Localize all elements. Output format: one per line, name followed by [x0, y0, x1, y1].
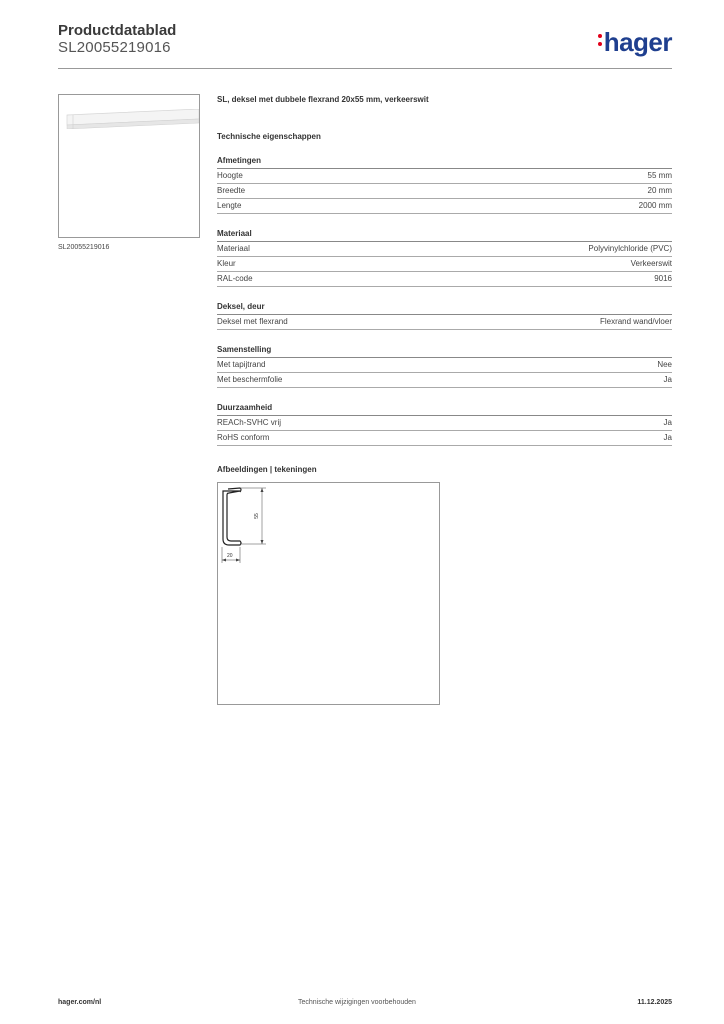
- spec-row: [217, 416, 672, 431]
- footer-disclaimer: Technische wijzigingen voorbehouden: [298, 999, 416, 1006]
- technical-drawing: [217, 482, 440, 705]
- header-divider: [58, 68, 672, 69]
- logo-text: hager: [603, 27, 672, 57]
- group-title: Afmetingen: [217, 156, 672, 169]
- spec-row: [217, 242, 672, 257]
- spec-value: 9016: [654, 274, 672, 283]
- footer-date: 11.12.2025: [637, 999, 672, 1006]
- group-cover: [217, 302, 672, 330]
- page-title: Productdatablad: [58, 22, 177, 39]
- product-image: [58, 94, 200, 238]
- spec-value: 55 mm: [647, 171, 672, 180]
- group-sustainability: [217, 403, 672, 446]
- spec-label: RoHS conform: [217, 433, 270, 442]
- product-title: SL, deksel met dubbele flexrand 20x55 mm, verkeerswit: [217, 95, 429, 104]
- group-title: Deksel, deur: [217, 302, 672, 315]
- profile-drawing: [218, 483, 439, 704]
- hager-logo: [598, 27, 672, 58]
- image-caption: SL20055219016: [58, 244, 110, 251]
- group-title: Duurzaamheid: [217, 403, 672, 416]
- spec-label: Hoogte: [217, 171, 243, 180]
- spec-row: [217, 184, 672, 199]
- cover-profile: [223, 491, 241, 545]
- spec-row: [217, 272, 672, 287]
- dim-arrow: [261, 540, 264, 544]
- spec-label: Lengte: [217, 201, 242, 210]
- footer-website: hager.com/nl: [58, 999, 102, 1006]
- spec-label: RAL-code: [217, 274, 253, 283]
- dim-arrow: [236, 559, 240, 562]
- section-title-drawings: Afbeeldingen | tekeningen: [217, 465, 317, 474]
- spec-label: Materiaal: [217, 244, 250, 253]
- spec-row: [217, 358, 672, 373]
- height-dimension-label: 55: [253, 513, 260, 519]
- spec-value: Polyvinylchloride (PVC): [588, 244, 672, 253]
- spec-label: REACh-SVHC vrij: [217, 418, 282, 427]
- spec-row: [217, 373, 672, 388]
- spec-row: [217, 431, 672, 446]
- spec-value: Verkeerswit: [630, 259, 672, 268]
- spec-row: [217, 199, 672, 214]
- spec-value: Ja: [663, 433, 672, 442]
- spec-value: 2000 mm: [638, 201, 672, 210]
- group-dimensions: [217, 156, 672, 214]
- section-title-technical: Technische eigenschappen: [217, 132, 321, 141]
- group-title: Samenstelling: [217, 345, 672, 358]
- group-composition: [217, 345, 672, 388]
- spec-value: Flexrand wand/vloer: [599, 317, 672, 326]
- spec-value: Ja: [663, 418, 672, 427]
- spec-label: Deksel met flexrand: [217, 317, 288, 326]
- spec-row: [217, 169, 672, 184]
- group-material: [217, 229, 672, 287]
- spec-value: 20 mm: [647, 186, 672, 195]
- spec-row: [217, 315, 672, 330]
- spec-content: [217, 95, 672, 705]
- logo-dots-icon: [598, 32, 602, 48]
- cover-strip-illustration: [65, 109, 199, 129]
- spec-label: Kleur: [217, 259, 236, 268]
- spec-row: [217, 257, 672, 272]
- dim-arrow: [222, 559, 226, 562]
- spec-label: Met beschermfolie: [217, 375, 283, 384]
- spec-value: Ja: [663, 375, 672, 384]
- spec-label: Breedte: [217, 186, 246, 195]
- spec-value: Nee: [657, 360, 672, 369]
- product-code: SL20055219016: [58, 39, 171, 56]
- width-dimension-label: 20: [227, 553, 233, 559]
- group-title: Materiaal: [217, 229, 672, 242]
- dim-arrow: [261, 488, 264, 492]
- spec-label: Met tapijtrand: [217, 360, 266, 369]
